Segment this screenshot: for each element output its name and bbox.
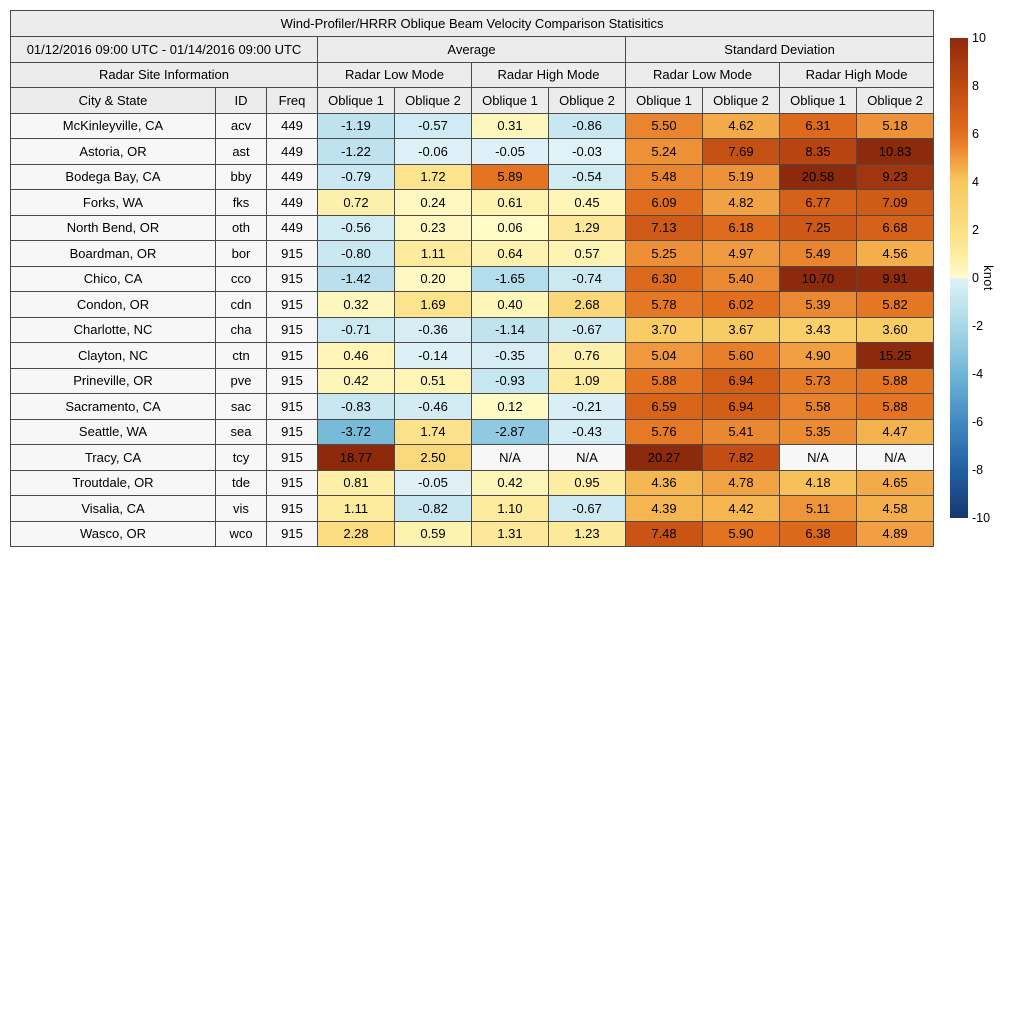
freq-cell: 915 — [267, 241, 318, 267]
value-cell: 0.61 — [472, 190, 549, 216]
value-cell: 3.70 — [626, 317, 703, 343]
city-cell: Troutdale, OR — [11, 470, 216, 496]
value-cell: 4.39 — [626, 496, 703, 522]
site-id-cell: cha — [216, 317, 267, 343]
value-cell: 3.60 — [857, 317, 934, 343]
value-cell: 1.69 — [395, 292, 472, 318]
table-row — [11, 317, 934, 343]
value-cell: -0.80 — [318, 241, 395, 267]
value-cell: 4.89 — [857, 521, 934, 547]
value-cell: 9.23 — [857, 164, 934, 190]
value-cell: -1.65 — [472, 266, 549, 292]
col-header-freq: Freq — [267, 88, 318, 114]
value-cell: 7.48 — [626, 521, 703, 547]
value-cell: -0.14 — [395, 343, 472, 369]
value-cell: -0.54 — [549, 164, 626, 190]
value-cell: -0.71 — [318, 317, 395, 343]
table-row — [11, 164, 934, 190]
city-cell: Clayton, NC — [11, 343, 216, 369]
value-cell: 0.45 — [549, 190, 626, 216]
value-cell: 5.04 — [626, 343, 703, 369]
table-row — [11, 215, 934, 241]
site-id-cell: bor — [216, 241, 267, 267]
city-cell: Wasco, OR — [11, 521, 216, 547]
value-cell: 5.90 — [703, 521, 780, 547]
value-cell: 4.42 — [703, 496, 780, 522]
site-id-cell: fks — [216, 190, 267, 216]
value-cell: 4.97 — [703, 241, 780, 267]
value-cell: 2.68 — [549, 292, 626, 318]
value-cell: 5.88 — [626, 368, 703, 394]
value-cell: -0.67 — [549, 317, 626, 343]
value-cell: 3.43 — [780, 317, 857, 343]
colorbar-tick-label: -2 — [972, 319, 984, 333]
value-cell: 5.76 — [626, 419, 703, 445]
col-header-oblique1: Oblique 1 — [318, 88, 395, 114]
freq-cell: 449 — [267, 139, 318, 165]
value-cell: -0.46 — [395, 394, 472, 420]
value-cell: 5.40 — [703, 266, 780, 292]
value-cell: 20.58 — [780, 164, 857, 190]
freq-cell: 915 — [267, 470, 318, 496]
site-id-cell: sac — [216, 394, 267, 420]
value-cell: 0.20 — [395, 266, 472, 292]
freq-cell: 915 — [267, 343, 318, 369]
freq-cell: 915 — [267, 445, 318, 471]
value-cell: 0.31 — [472, 113, 549, 139]
value-cell: 7.69 — [703, 139, 780, 165]
value-cell: 10.83 — [857, 139, 934, 165]
value-cell: 5.60 — [703, 343, 780, 369]
value-cell: 4.62 — [703, 113, 780, 139]
value-cell: 1.31 — [472, 521, 549, 547]
colorbar-unit-label: knot — [981, 265, 995, 291]
value-cell: 5.48 — [626, 164, 703, 190]
site-id-cell: acv — [216, 113, 267, 139]
value-cell: -0.56 — [318, 215, 395, 241]
value-cell: -2.87 — [472, 419, 549, 445]
table-row — [11, 470, 934, 496]
city-cell: Forks, WA — [11, 190, 216, 216]
value-cell: 0.23 — [395, 215, 472, 241]
colorbar-tick-label: 4 — [972, 175, 979, 189]
site-id-cell: sea — [216, 419, 267, 445]
value-cell: 4.82 — [703, 190, 780, 216]
value-cell: 0.40 — [472, 292, 549, 318]
value-cell: 6.38 — [780, 521, 857, 547]
value-cell: -1.42 — [318, 266, 395, 292]
value-cell: 5.88 — [857, 394, 934, 420]
table-row — [11, 343, 934, 369]
colorbar-tick-label: -10 — [972, 511, 991, 525]
freq-cell: 915 — [267, 496, 318, 522]
col-header-oblique1: Oblique 1 — [472, 88, 549, 114]
value-cell: 6.94 — [703, 368, 780, 394]
site-id-cell: oth — [216, 215, 267, 241]
col-header-oblique2: Oblique 2 — [395, 88, 472, 114]
value-cell: N/A — [472, 445, 549, 471]
value-cell: 5.11 — [780, 496, 857, 522]
section-header-std: Standard Deviation — [626, 37, 934, 63]
value-cell: -0.43 — [549, 419, 626, 445]
value-cell: 4.65 — [857, 470, 934, 496]
table-row — [11, 496, 934, 522]
city-cell: Astoria, OR — [11, 139, 216, 165]
table-body — [11, 113, 934, 547]
value-cell: 5.78 — [626, 292, 703, 318]
value-cell: 1.74 — [395, 419, 472, 445]
site-id-cell: bby — [216, 164, 267, 190]
value-cell: 0.32 — [318, 292, 395, 318]
value-cell: 4.56 — [857, 241, 934, 267]
table-row — [11, 139, 934, 165]
freq-cell: 449 — [267, 215, 318, 241]
colorbar-tick-label: 2 — [972, 223, 979, 237]
table-row — [11, 190, 934, 216]
value-cell: -0.82 — [395, 496, 472, 522]
std-low-mode-header: Radar Low Mode — [626, 62, 780, 88]
value-cell: -0.79 — [318, 164, 395, 190]
value-cell: 0.95 — [549, 470, 626, 496]
value-cell: -0.74 — [549, 266, 626, 292]
freq-cell: 915 — [267, 266, 318, 292]
city-cell: Prineville, OR — [11, 368, 216, 394]
freq-cell: 449 — [267, 113, 318, 139]
value-cell: 5.19 — [703, 164, 780, 190]
value-cell: 6.18 — [703, 215, 780, 241]
city-cell: Sacramento, CA — [11, 394, 216, 420]
value-cell: -0.36 — [395, 317, 472, 343]
value-cell: -0.06 — [395, 139, 472, 165]
table-row — [11, 445, 934, 471]
value-cell: 9.91 — [857, 266, 934, 292]
table-row — [11, 521, 934, 547]
value-cell: 20.27 — [626, 445, 703, 471]
value-cell: 6.68 — [857, 215, 934, 241]
city-cell: North Bend, OR — [11, 215, 216, 241]
site-info-header: Radar Site Information — [11, 62, 318, 88]
value-cell: 4.58 — [857, 496, 934, 522]
value-cell: 5.18 — [857, 113, 934, 139]
value-cell: 0.51 — [395, 368, 472, 394]
value-cell: 1.10 — [472, 496, 549, 522]
value-cell: -0.67 — [549, 496, 626, 522]
value-cell: -0.05 — [472, 139, 549, 165]
value-cell: -0.83 — [318, 394, 395, 420]
value-cell: 6.77 — [780, 190, 857, 216]
value-cell: 7.13 — [626, 215, 703, 241]
colorbar-tick-label: 6 — [972, 127, 979, 141]
site-id-cell: pve — [216, 368, 267, 394]
value-cell: 6.09 — [626, 190, 703, 216]
value-cell: 0.57 — [549, 241, 626, 267]
freq-cell: 915 — [267, 317, 318, 343]
value-cell: N/A — [857, 445, 934, 471]
value-cell: 0.81 — [318, 470, 395, 496]
value-cell: N/A — [780, 445, 857, 471]
date-range: 01/12/2016 09:00 UTC - 01/14/2016 09:00 UTC — [11, 37, 318, 63]
colorbar-tick-label: -6 — [972, 415, 984, 429]
value-cell: N/A — [549, 445, 626, 471]
col-header-id: ID — [216, 88, 267, 114]
site-id-cell: cco — [216, 266, 267, 292]
colorbar-tick-label: -4 — [972, 367, 984, 381]
value-cell: 4.18 — [780, 470, 857, 496]
value-cell: 0.06 — [472, 215, 549, 241]
col-header-oblique2: Oblique 2 — [703, 88, 780, 114]
value-cell: -1.14 — [472, 317, 549, 343]
value-cell: -1.19 — [318, 113, 395, 139]
value-cell: 3.67 — [703, 317, 780, 343]
value-cell: 0.64 — [472, 241, 549, 267]
site-id-cell: ctn — [216, 343, 267, 369]
table-row — [11, 113, 934, 139]
value-cell: 1.29 — [549, 215, 626, 241]
city-cell: Chico, CA — [11, 266, 216, 292]
colorbar-tick-label: -8 — [972, 463, 984, 477]
value-cell: -3.72 — [318, 419, 395, 445]
value-cell: 5.39 — [780, 292, 857, 318]
city-cell: Charlotte, NC — [11, 317, 216, 343]
value-cell: -0.93 — [472, 368, 549, 394]
city-cell: Boardman, OR — [11, 241, 216, 267]
value-cell: 1.72 — [395, 164, 472, 190]
value-cell: 4.78 — [703, 470, 780, 496]
value-cell: 0.42 — [472, 470, 549, 496]
value-cell: 5.88 — [857, 368, 934, 394]
section-header-average: Average — [318, 37, 626, 63]
value-cell: 4.36 — [626, 470, 703, 496]
col-header-oblique2: Oblique 2 — [549, 88, 626, 114]
value-cell: 0.46 — [318, 343, 395, 369]
value-cell: 7.25 — [780, 215, 857, 241]
value-cell: 15.25 — [857, 343, 934, 369]
value-cell: -1.22 — [318, 139, 395, 165]
value-cell: 5.50 — [626, 113, 703, 139]
city-cell: Bodega Bay, CA — [11, 164, 216, 190]
freq-cell: 915 — [267, 521, 318, 547]
value-cell: 0.24 — [395, 190, 472, 216]
value-cell: -0.21 — [549, 394, 626, 420]
value-cell: 5.24 — [626, 139, 703, 165]
table-title: Wind-Profiler/HRRR Oblique Beam Velocity Comparison Statisitics — [11, 11, 934, 37]
value-cell: 4.90 — [780, 343, 857, 369]
colorbar-tick-label: 10 — [972, 31, 986, 45]
value-cell: 5.73 — [780, 368, 857, 394]
value-cell: -0.05 — [395, 470, 472, 496]
value-cell: 0.72 — [318, 190, 395, 216]
value-cell: 2.28 — [318, 521, 395, 547]
colorbar — [950, 38, 968, 518]
value-cell: 1.11 — [318, 496, 395, 522]
value-cell: 0.59 — [395, 521, 472, 547]
site-id-cell: ast — [216, 139, 267, 165]
value-cell: 0.12 — [472, 394, 549, 420]
value-cell: 6.30 — [626, 266, 703, 292]
std-high-mode-header: Radar High Mode — [780, 62, 934, 88]
table-row — [11, 292, 934, 318]
value-cell: -0.35 — [472, 343, 549, 369]
value-cell: 1.09 — [549, 368, 626, 394]
table-row — [11, 266, 934, 292]
value-cell: -0.03 — [549, 139, 626, 165]
table-row — [11, 241, 934, 267]
value-cell: 6.31 — [780, 113, 857, 139]
freq-cell: 915 — [267, 292, 318, 318]
col-header-oblique1: Oblique 1 — [780, 88, 857, 114]
city-cell: Visalia, CA — [11, 496, 216, 522]
table-row — [11, 419, 934, 445]
value-cell: 5.35 — [780, 419, 857, 445]
value-cell: 6.59 — [626, 394, 703, 420]
value-cell: 7.09 — [857, 190, 934, 216]
value-cell: 0.42 — [318, 368, 395, 394]
freq-cell: 449 — [267, 164, 318, 190]
value-cell: 5.82 — [857, 292, 934, 318]
site-id-cell: tcy — [216, 445, 267, 471]
site-id-cell: cdn — [216, 292, 267, 318]
stats-table — [10, 10, 934, 547]
avg-low-mode-header: Radar Low Mode — [318, 62, 472, 88]
value-cell: 10.70 — [780, 266, 857, 292]
city-cell: Tracy, CA — [11, 445, 216, 471]
value-cell: -0.86 — [549, 113, 626, 139]
value-cell: 5.41 — [703, 419, 780, 445]
colorbar-tick-label: 0 — [972, 271, 979, 285]
value-cell: 1.11 — [395, 241, 472, 267]
table-row — [11, 394, 934, 420]
freq-cell: 915 — [267, 419, 318, 445]
col-header-oblique1: Oblique 1 — [626, 88, 703, 114]
value-cell: 6.94 — [703, 394, 780, 420]
value-cell: 5.58 — [780, 394, 857, 420]
col-header-oblique2: Oblique 2 — [857, 88, 934, 114]
value-cell: 5.49 — [780, 241, 857, 267]
city-cell: Seattle, WA — [11, 419, 216, 445]
value-cell: 5.25 — [626, 241, 703, 267]
value-cell: 0.76 — [549, 343, 626, 369]
freq-cell: 449 — [267, 190, 318, 216]
value-cell: 2.50 — [395, 445, 472, 471]
value-cell: 4.47 — [857, 419, 934, 445]
value-cell: 18.77 — [318, 445, 395, 471]
avg-high-mode-header: Radar High Mode — [472, 62, 626, 88]
city-cell: McKinleyville, CA — [11, 113, 216, 139]
value-cell: -0.57 — [395, 113, 472, 139]
city-cell: Condon, OR — [11, 292, 216, 318]
value-cell: 5.89 — [472, 164, 549, 190]
site-id-cell: vis — [216, 496, 267, 522]
col-header-city: City & State — [11, 88, 216, 114]
freq-cell: 915 — [267, 394, 318, 420]
colorbar-tick-label: 8 — [972, 79, 979, 93]
value-cell: 7.82 — [703, 445, 780, 471]
value-cell: 1.23 — [549, 521, 626, 547]
table-row — [11, 368, 934, 394]
value-cell: 6.02 — [703, 292, 780, 318]
value-cell: 8.35 — [780, 139, 857, 165]
site-id-cell: wco — [216, 521, 267, 547]
freq-cell: 915 — [267, 368, 318, 394]
site-id-cell: tde — [216, 470, 267, 496]
